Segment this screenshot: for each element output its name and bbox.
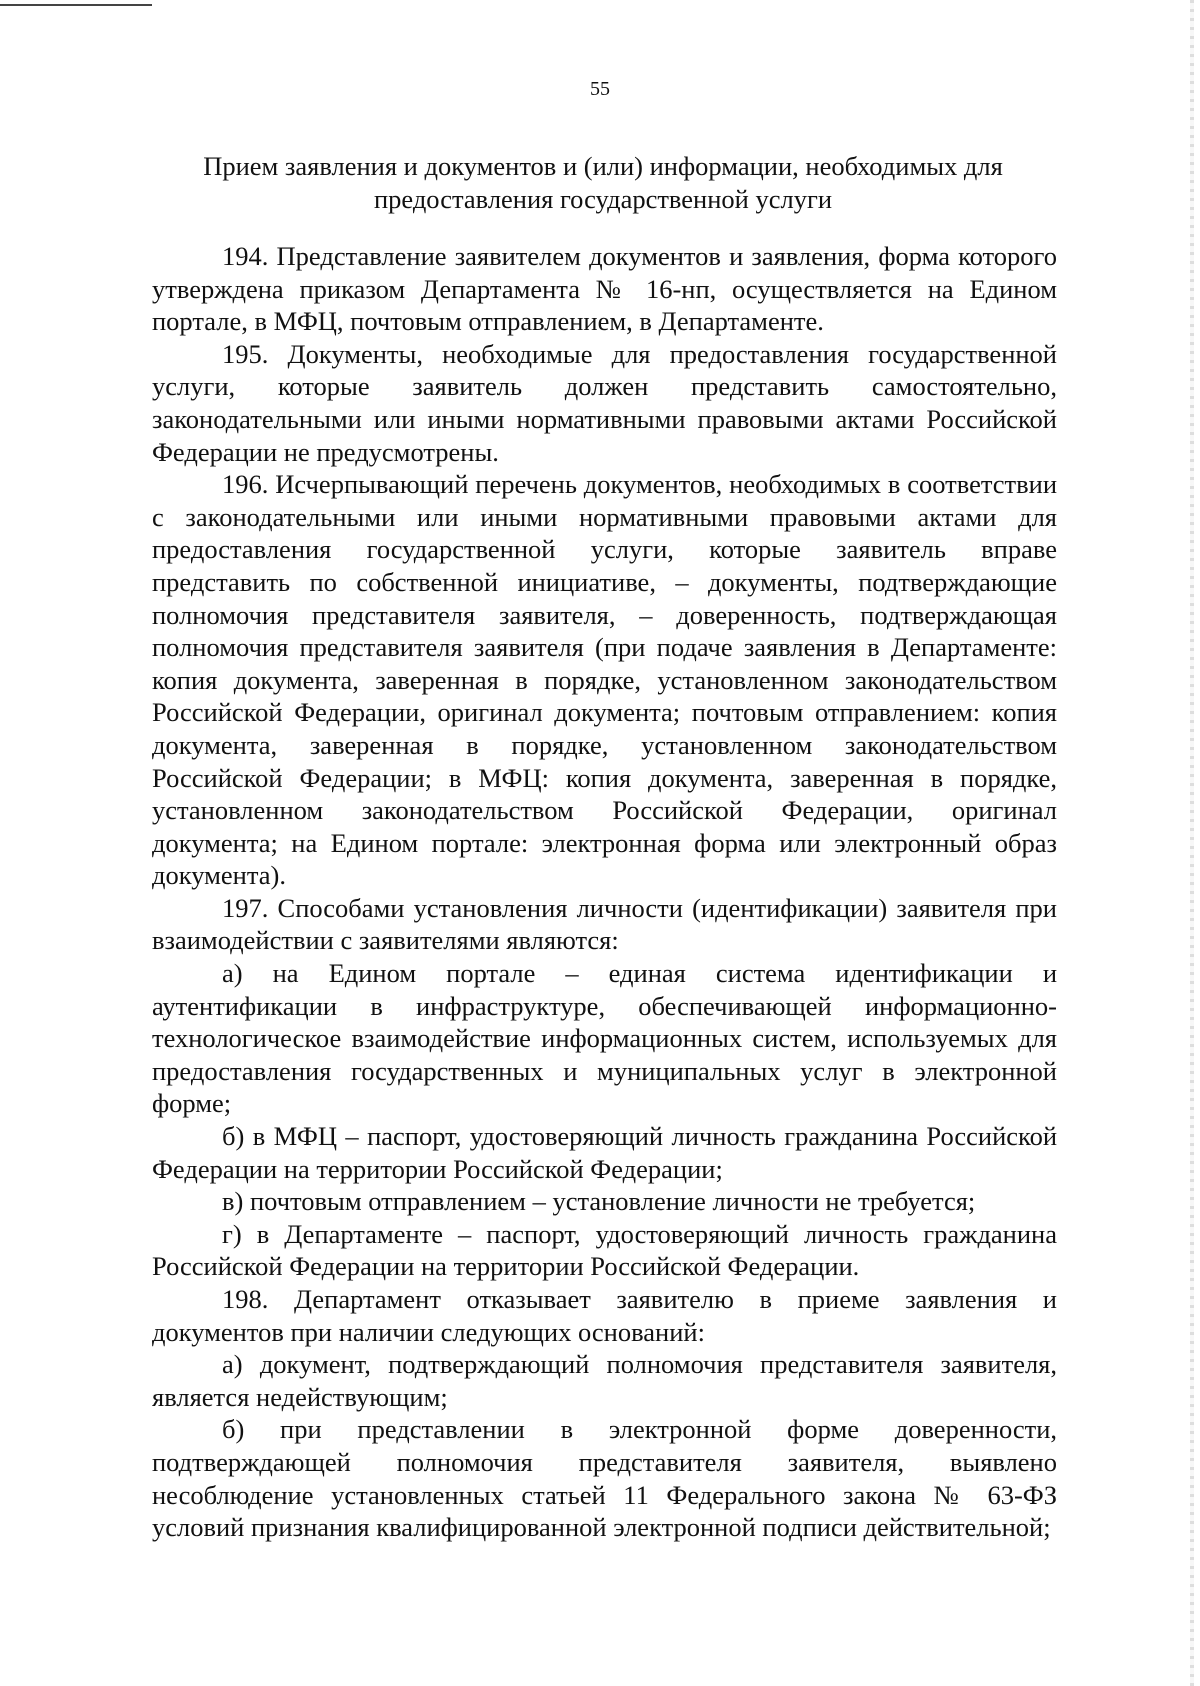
paragraph-198-b: б) при представлении в электронной форме доверенности, подтверждающей полномочия представителя заявителя, выявлено несоблюдение установленных статьей 11 Федерального закона № 63-ФЗ условий признания квалифицированной электронной подписи действительной; bbox=[152, 1414, 1057, 1543]
scan-artifact-line bbox=[0, 4, 152, 6]
paragraph-194: 194. Представление заявителем документов и заявления, форма которого утверждена приказом Департамента № 16-нп, осуществляется на Едином портале, в МФЦ, почтовым отправлением, в Департаменте. bbox=[152, 241, 1057, 337]
page-number: 55 bbox=[590, 78, 610, 100]
paragraph-197-a: а) на Едином портале – единая система идентификации и аутентификации в инфраструктуре, обеспечивающей информационно-технологическое взаимодействие информационных систем, используемых для предоставления государственных и муниципальных услуг в электронной форме; bbox=[152, 958, 1057, 1119]
paragraph-195: 195. Документы, необходимые для предоставления государственной услуги, которые заявитель должен представить самостоятельно, законодательными или иными нормативными правовыми актами Российской Федерации не предусмотрены. bbox=[152, 338, 1057, 467]
paragraph-196: 196. Исчерпывающий перечень документов, необходимых в соответствии с законодательными или иными нормативными правовыми актами для предоставления государственной услуги, которые заявитель вправе представить по собственной инициативе, – документы, подтверждающие полномочия представителя заявителя, – доверенность, подтверждающая полномочия представителя заявителя (при подаче заявления в Департаменте: копия документа, заверенная в порядке, установленном законодательством Российской Федерации, оригинал документа; почтовым отправлением: копия документа, заверенная в порядке, установленном законодательством Российской Федерации; в МФЦ: копия документа, заверенная в порядке, установленном законодательством Российской Федерации, оригинал документа; на Едином портале: электронная форма или электронный образ документа). bbox=[152, 469, 1057, 891]
paragraph-197-b: б) в МФЦ – паспорт, удостоверяющий личность гражданина Российской Федерации на территории Российской Федерации; bbox=[152, 1121, 1057, 1184]
document-body bbox=[152, 240, 1057, 1544]
paragraph-197-g: г) в Департаменте – паспорт, удостоверяющий личность гражданина Российской Федерации на территории Российской Федерации. bbox=[152, 1218, 1057, 1282]
paragraph-197-v: в) почтовым отправлением – установление личности не требуется; bbox=[222, 1186, 976, 1217]
paragraph-198-a: а) документ, подтверждающий полномочия представителя заявителя, является недействующим; bbox=[152, 1349, 1057, 1412]
scan-edge-artifact bbox=[1190, 0, 1194, 1686]
section-heading: Прием заявления и документов и (или) информации, необходимых для предоставления государственной услуги bbox=[203, 151, 1003, 214]
paragraph-197: 197. Способами установления личности (идентификации) заявителя при взаимодействии с заявителями являются: bbox=[152, 892, 1057, 956]
paragraph-198: 198. Департамент отказывает заявителю в приеме заявления и документов при наличии следующих оснований: bbox=[152, 1284, 1057, 1347]
